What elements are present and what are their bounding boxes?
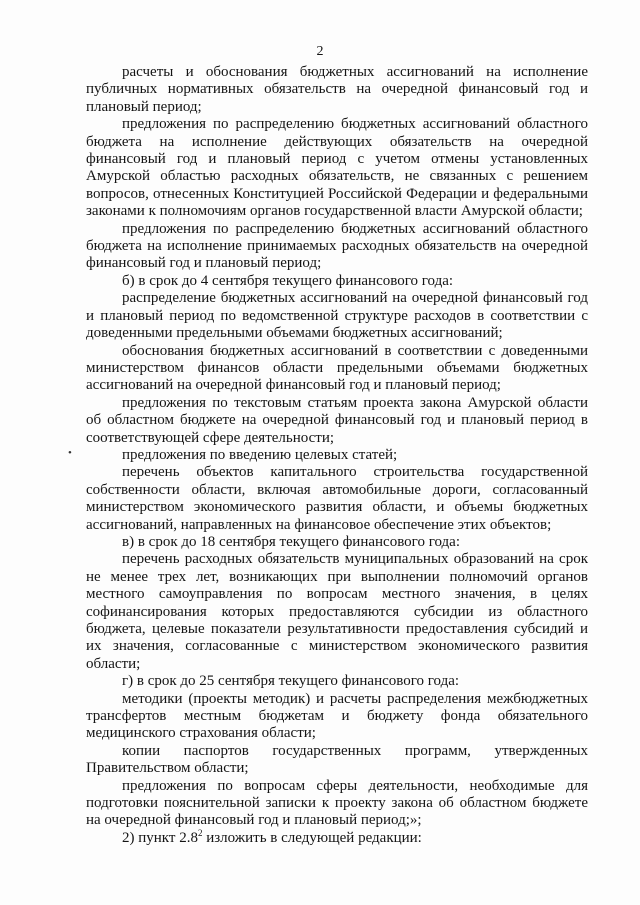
subsection-heading: г) в срок до 25 сентября текущего финансового года: bbox=[122, 673, 460, 690]
paragraph: методики (проекты методик) и расчеты распределения межбюджетных трансфертов местным бюджетам и бюджету фонда обязательного медицинского страхования области; bbox=[86, 690, 588, 742]
paragraph: обоснования бюджетных ассигнований в соответствии с доведенными министерством финансов области предельными объемами бюджетных ассигнований на очередной финансовый год и плановый период; bbox=[86, 342, 588, 394]
document-body bbox=[86, 64, 588, 847]
amendment-item-suffix: изложить в следующей редакции: bbox=[202, 829, 422, 846]
subsection-heading: в) в срок до 18 сентября текущего финансового года: bbox=[122, 533, 461, 550]
paragraph: предложения по распределению бюджетных ассигнований областного бюджета на исполнение действующих обязательств на очередной финансовый год и плановый период с учетом отмены установленных Амурской областью расходных обязательств, не связанных с решением вопросов, отнесенных Конституцией Российской Федерации и федеральными законами к полномочиям органов государственной власти Амурской области; bbox=[86, 116, 588, 220]
paragraph: распределение бюджетных ассигнований на очередной финансовый год и плановый период по ведомственной структуре расходов в соответствии с доведенными предельными объемами бюджетных ассигнований; bbox=[86, 290, 588, 342]
paragraph: предложения по введению целевых статей; bbox=[122, 446, 398, 463]
paragraph: копии паспортов государственных программ, утвержденных Правительством области; bbox=[86, 742, 588, 777]
subsection-heading: б) в срок до 4 сентября текущего финансового года: bbox=[122, 272, 454, 289]
amendment-item-prefix: 2) пункт 2.8 bbox=[122, 829, 198, 846]
paragraph: перечень расходных обязательств муниципальных образований на срок не менее трех лет, возникающих при выполнении полномочий органов местного самоуправления по вопросам местного значения, в целях софинансирования которых предоставляются субсидии из областного бюджета, целевые показатели результативности предоставления субсидий и их значения, согласованные с министерством экономического развития области; bbox=[86, 551, 588, 672]
paragraph: предложения по распределению бюджетных ассигнований областного бюджета на исполнение принимаемых расходных обязательств на очередной финансовый год и плановый период; bbox=[86, 220, 588, 272]
paragraph: предложения по вопросам сферы деятельности, необходимые для подготовки пояснительной записки к проекту закона об областном бюджете на очередной финансовый год и плановый период;»; bbox=[86, 777, 588, 829]
paragraph: предложения по текстовым статьям проекта закона Амурской области об областном бюджете на очередной финансовый год и плановый период в соответствующей сфере деятельности; bbox=[86, 394, 588, 446]
scan-speck: • bbox=[68, 447, 72, 459]
amendment-item-superscript: 2 bbox=[197, 827, 203, 838]
page-number: 2 bbox=[316, 44, 324, 59]
paragraph: перечень объектов капитального строительства государственной собственности области, включая автомобильные дороги, согласованный министерством экономического развития области, и объемы бюджетных ассигнований, направленных на финансовое обеспечение этих объектов; bbox=[86, 464, 588, 533]
paragraph: расчеты и обоснования бюджетных ассигнований на исполнение публичных нормативных обязательств на очередной финансовый год и плановый период; bbox=[86, 64, 588, 115]
amendment-item bbox=[86, 827, 588, 847]
